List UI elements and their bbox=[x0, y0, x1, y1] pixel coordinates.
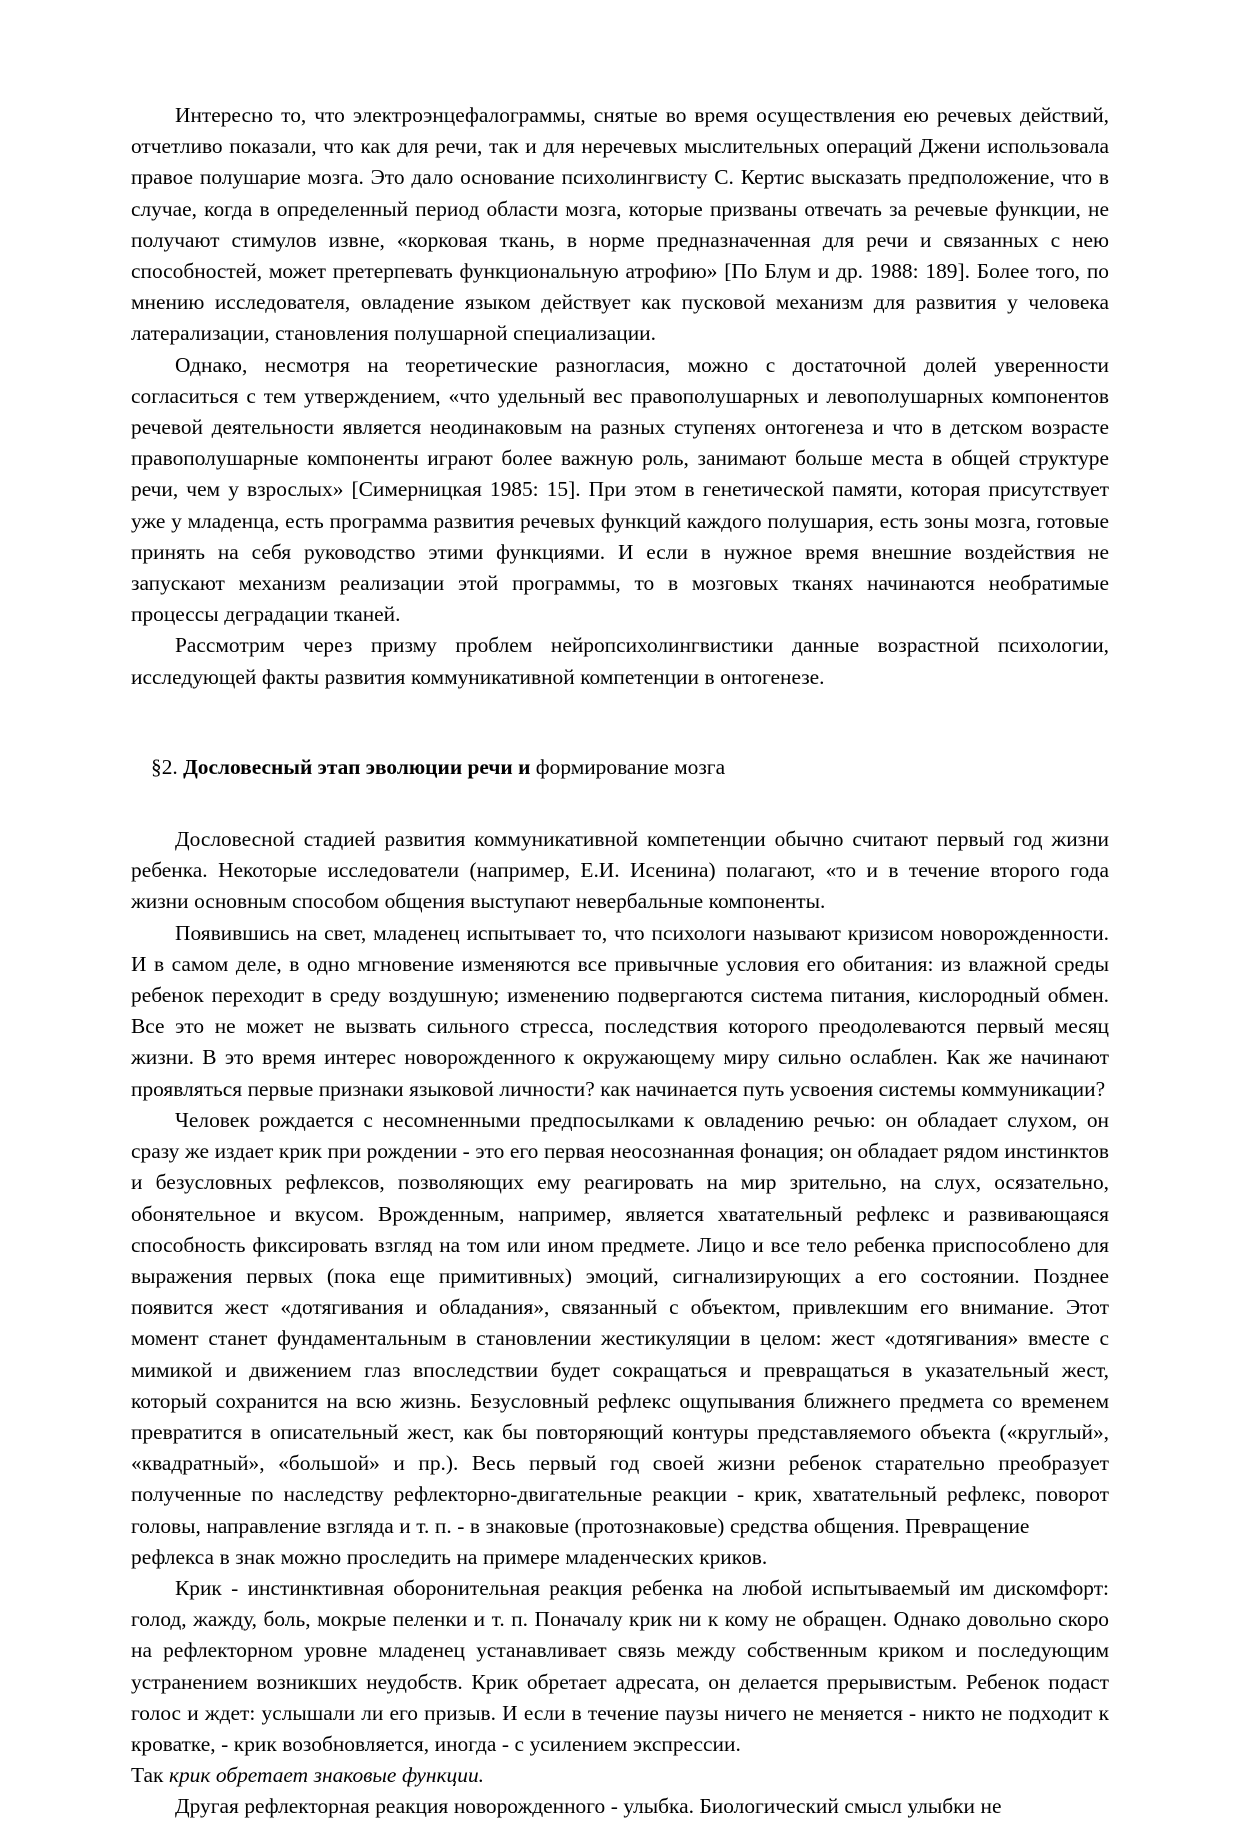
paragraph-6: Человек рождается с несомненными предпосылками к овладению речью: он обладает слухом, он сразу же издает крик при рождении - это его первая неосознанная фонация; он обладает рядом инстинктов и безусловных рефлексов, позволяющих ему реагировать на мир зрительно, на слух, осязательно, обонятельное и вкусом. Врожденным, например, является хватательный рефлекс и развивающаяся способность фиксировать взгляд на том или ином предмете. Лицо и все тело ребенка приспособлено для выражения первых (пока еще примитивных) эмоций, сигнализирующих а его состоянии. Позднее появится жест «дотягивания и обладания», связанный с объектом, привлекшим его внимание. Этот момент станет фундаментальным в становлении жестикуляции в целом: жест «дотягивания» вместе с мимикой и движением глаз впоследствии будет сокращаться и превращаться в указательный жест, который сохранится на всю жизнь. Безусловный рефлекс ощупывания ближнего предмета со временем превратится в описательный жест, как бы повторяющий контуры представляемого объекта («круглый», «квадратный», «большой» и пр.). Весь первый год своей жизни ребенок старательно преобразует полученные по наследству рефлекторно-двигательные реакции - крик, хватательный рефлекс, поворот головы, направление взгляда и т. п. - в знаковые (протознаковые) средства общения. Превращение bbox=[131, 1107, 1109, 1538]
heading-spacer-above bbox=[131, 693, 1109, 752]
page-content bbox=[131, 100, 1109, 1823]
heading-spacer-below bbox=[131, 783, 1109, 824]
paragraph-3: Рассмотрим через призму проблем нейропсихолингвистики данные возрастной психологии, исследующей факты развития коммуникативной компетенции в онтогенезе. bbox=[131, 633, 1109, 689]
paragraph-4: Дословесной стадией развития коммуникативной компетенции обычно считают первый год жизни ребенка. Некоторые исследователи (например, Е.И. Исенина) полагают, «то и в течение второго года жизни основным способом общения выступают невербальные компоненты. bbox=[131, 827, 1109, 914]
paragraph-9 bbox=[131, 1760, 1109, 1791]
paragraph-9-italic-phrase: крик обретает знаковые функции. bbox=[168, 1763, 484, 1788]
paragraph-1: Интересно то, что электроэнцефалограммы, снятые во время осуществления ею речевых действий, отчетливо показали, что как для речи, так и для неречевых мыслительных операций Джени использовала правое полушарие мозга. Это дало основание психолингвисту С. Кертис высказать предположение, что в случае, когда в определенный период области мозга, которые призваны отвечать за речевые функции, не получают стимулов извне, «корковая ткань, в норме предназначенная для речи и связанных с нею способностей, может претерпевать функциональную атрофию» [По Блум и др. 1988: 189]. Более того, по мнению исследователя, овладение языком действует как пусковой механизм для развития у человека латерализации, становления полушарной специализации. bbox=[131, 103, 1109, 346]
paragraph-2: Однако, несмотря на теоретические разногласия, можно с достаточной долей уверенности согласиться с тем утверждением, «что удельный вес правополушарных и левополушарных компонентов речевой деятельности является неодинаковым на разных ступенях онтогенеза и что в детском возрасте правополушарные компоненты играют более важную роль, занимают больше места в общей структуре речи, чем у взрослых» [Симерницкая 1985: 15]. При этом в генетической памяти, которая присутствует уже у младенца, есть программа развития речевых функций каждого полушария, есть зоны мозга, готовые принять на себя руководство этими функциями. И если в нужное время внешние воздействия не запускают механизм реализации этой программы, то в мозговых тканях начинаются необратимые процессы деградации тканей. bbox=[131, 352, 1109, 627]
paragraph-8: Крик - инстинктивная оборонительная реакция ребенка на любой испытываемый им дискомфорт: голод, жажду, боль, мокрые пеленки и т. п. Поначалу крик ни к кому не обращен. Однако довольно скоро на рефлекторном уровне младенец устанавливает связь между собственным криком и последующим устранением возникших неудобств. Крик обретает адресата, он делается прерывистым. Ребенок подаст голос и ждет: услышали ли его призыв. И если в течение паузы ничего не меняется - никто не подходит к кроватке, - крик возобновляется, иногда - с усилением экспрессии. bbox=[131, 1575, 1109, 1756]
paragraph-5: Появившись на свет, младенец испытывает то, что психологи называют кризисом новорожденности. И в самом деле, в одно мгновение изменяются все привычные условия его обитания: из влажной среды ребенок переходит в среду воздушную; изменению подвергаются система питания, кислородный обмен. Все это не может не вызвать сильного стресса, последствия которого преодолеваются первый месяц жизни. В это время интерес новорожденного к окружающему миру сильно ослаблен. Как же начинают проявляться первые признаки языковой личности? как начинается путь усвоения системы коммуникации? bbox=[131, 920, 1109, 1101]
section-heading-bold-text: Дословесный этап эволюции речи и bbox=[183, 754, 536, 779]
paragraph-9-prefix: Так bbox=[131, 1763, 169, 1788]
section-heading bbox=[131, 752, 1109, 783]
section-heading-number: §2. bbox=[151, 754, 184, 779]
paragraph-7: рефлекса в знак можно проследить на примере младенческих криков. bbox=[131, 1544, 768, 1569]
paragraph-10: Другая рефлекторная реакция новорожденного - улыбка. Биологический смысл улыбки не bbox=[175, 1794, 1002, 1819]
section-heading-regular-text: формирование мозга bbox=[535, 754, 726, 779]
